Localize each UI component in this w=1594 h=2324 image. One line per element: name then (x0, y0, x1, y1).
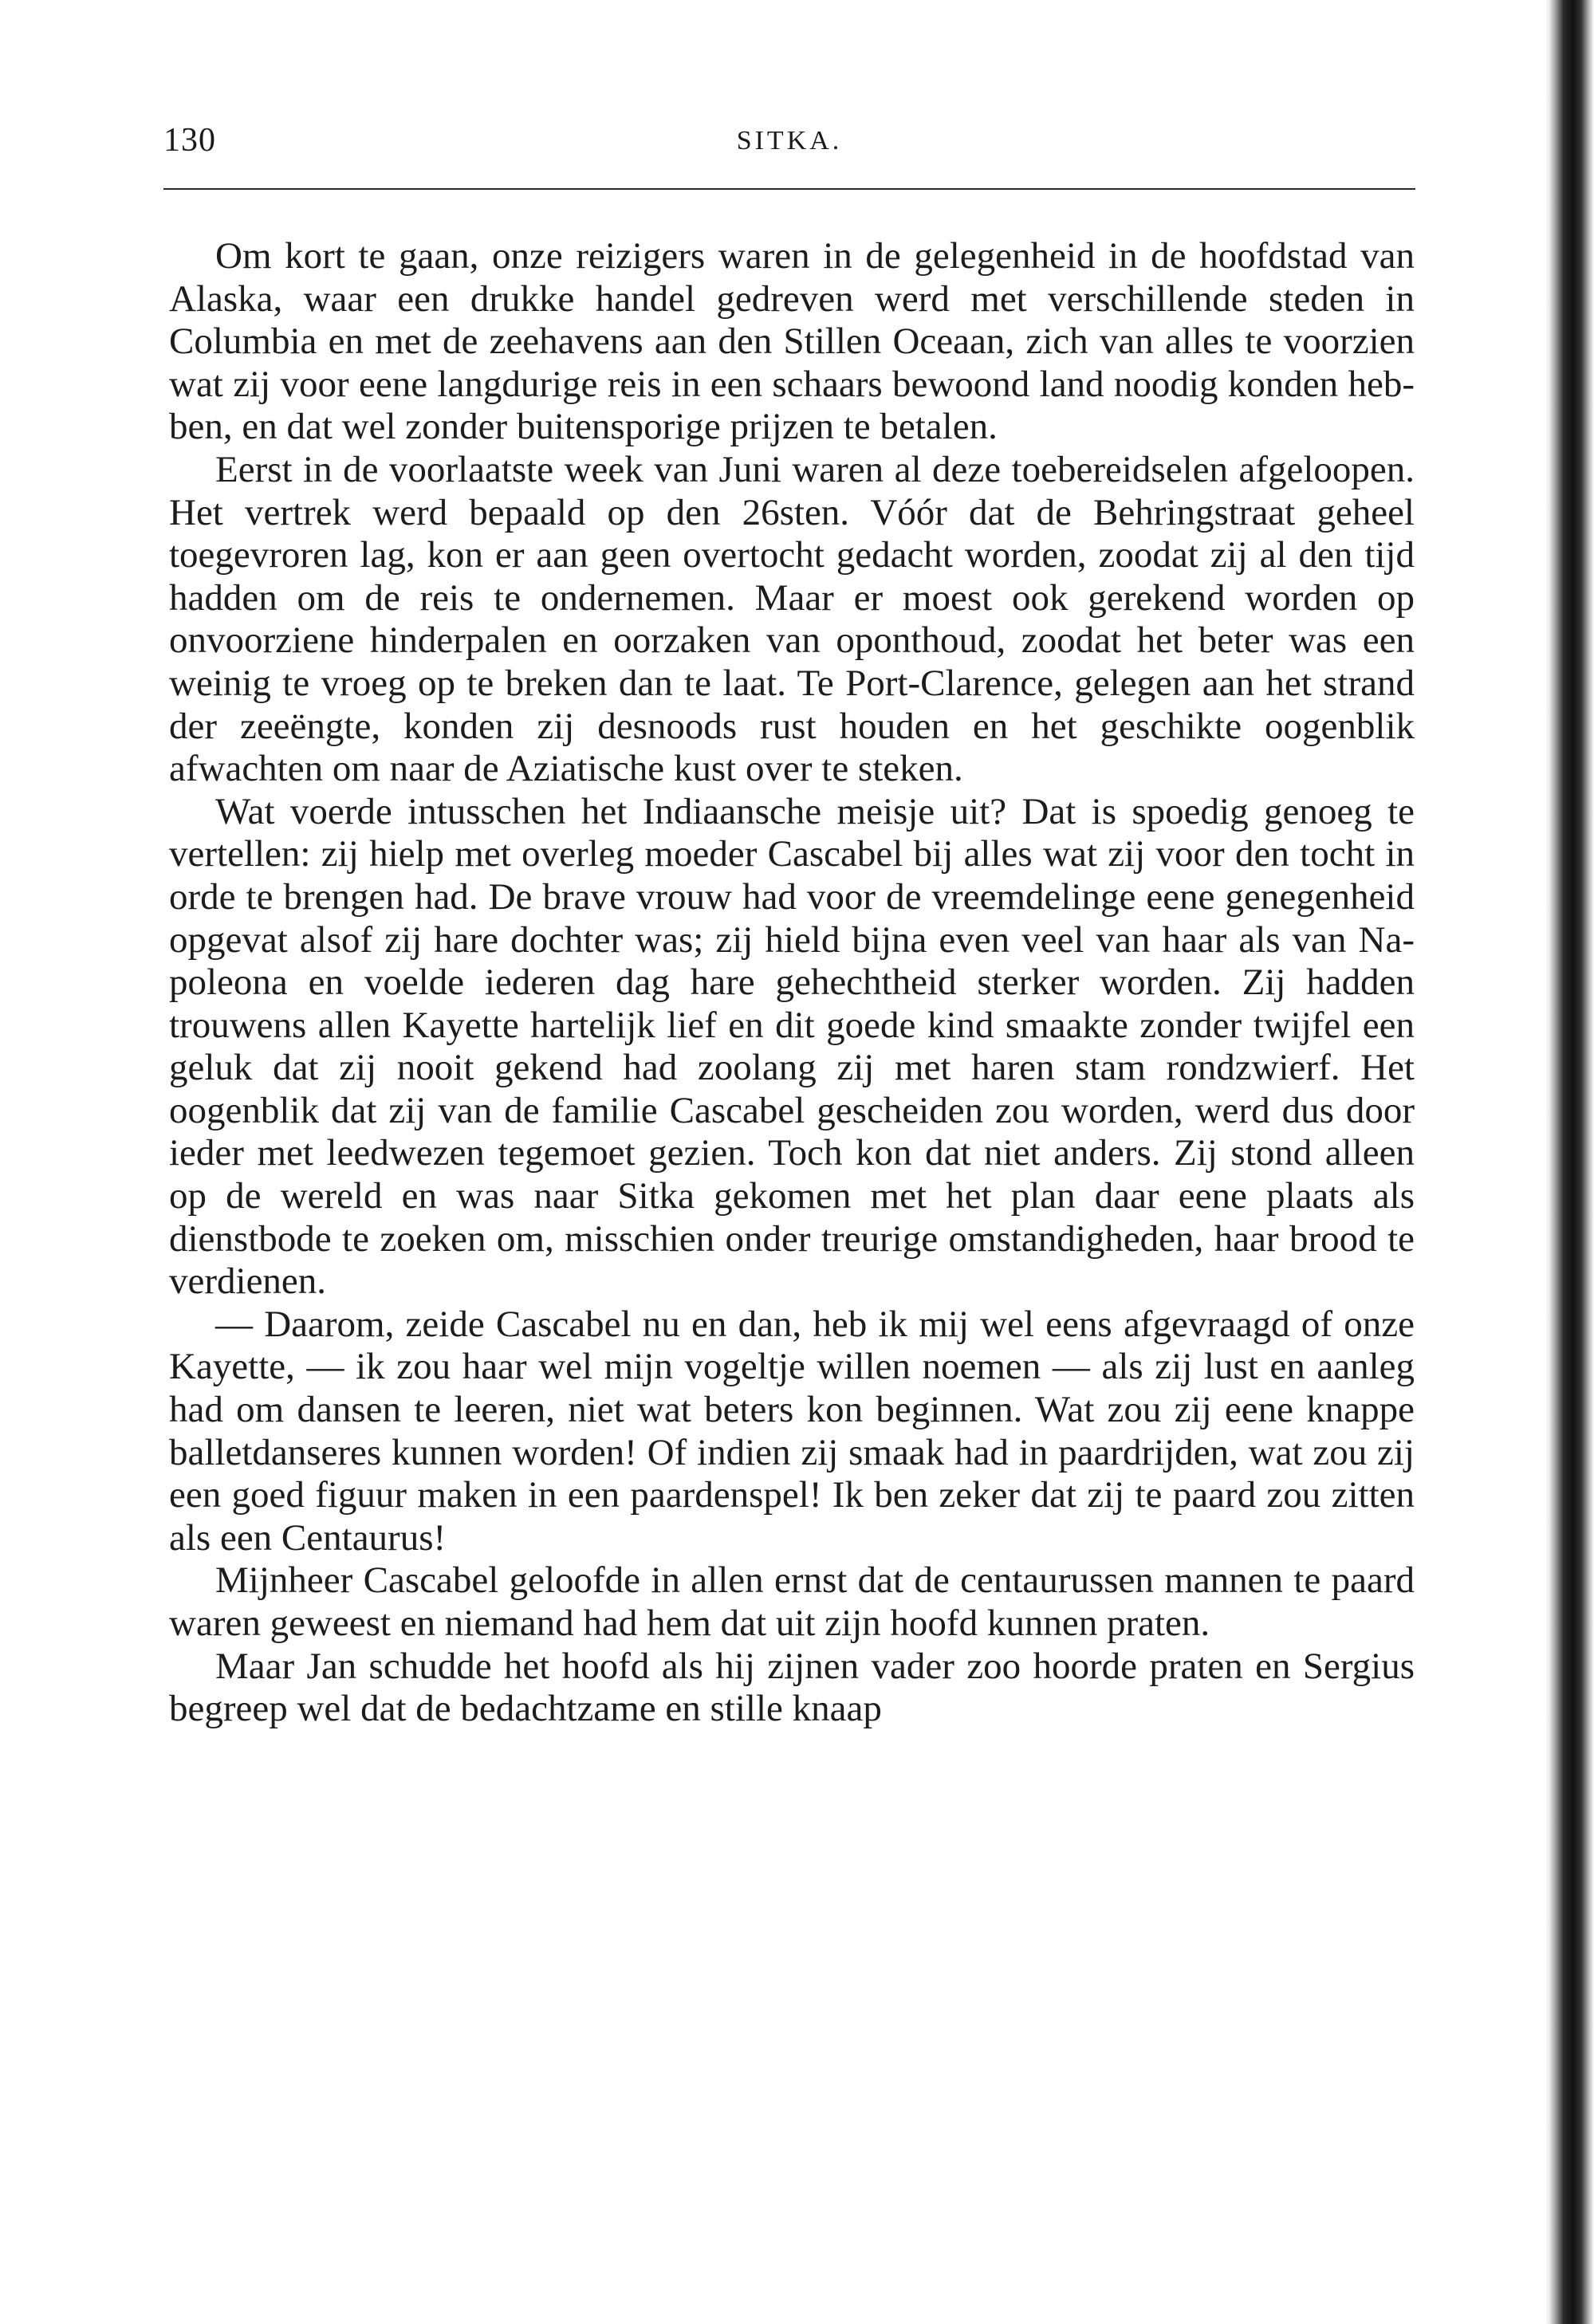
header-rule (163, 188, 1415, 190)
page-number: 130 (163, 122, 216, 159)
paragraph: Eerst in de voorlaatste week van Juni waren al deze toebereidselen afgeloopen. Het vertrek werd bepaald op den 26sten. Vóór dat de Behringstraat geheel toegevroren lag, kon er aan geen overtocht gedacht worden, zoodat zij al den tijd hadden om de reis te ondernemen. Maar er moest ook gerekend worden op onvoorziene hinderpalen en oorzaken van oponthoud, zoodat het beter was een weinig te vroeg op te breken dan te laat. Te Port-Clarence, gelegen aan het strand der zeeëngte, konden zij desnoods rust houden en het geschikte oogenblik afwachten om naar de Aziatische kust over te steken. (169, 448, 1415, 790)
body-text (169, 235, 1415, 1731)
paragraph: Wat voerde intusschen het Indiaansche meisje uit? Dat is spoedig genoeg te vertellen: zij hielp met overleg moeder Cascabel bij alles wat zij voor den tocht in orde te brengen had. De brave vrouw had voor de vreemdelinge eene genegenheid opgevat alsof zij hare dochter was; zij hield bijna even veel van haar als van Napoleona en voelde iederen dag hare gehechtheid sterker worden. Zij hadden trouwens allen Kayette hartelijk lief en dit goede kind smaakte zonder twijfel een geluk dat zij nooit gekend had zoolang zij met haren stam rondzwierf. Het oogenblik dat zij van de familie Cascabel gescheiden zou worden, werd dus door ieder met leedwezen tegemoet gezien. Toch kon dat niet anders. Zij stond alleen op de wereld en was naar Sitka gekomen met het plan daar eene plaats als dienstbode te zoeken om, misschien onder treurige omstandigheden, haar brood te verdienen. (169, 790, 1415, 1303)
running-head (163, 121, 1415, 169)
paragraph: — Daarom, zeide Cascabel nu en dan, heb ik mij wel eens afgevraagd of onze Kayette, — ik zou haar wel mijn vogeltje willen noemen — als zij lust en aanleg had om dansen te leeren, niet wat beters kon beginnen. Wat zou zij eene knappe balletdanseres kunnen worden! Of indien zij smaak had in paardrijden, wat zou zij een goed figuur maken in een paardenspel! Ik ben zeker dat zij te paard zou zitten als een Centaurus! (169, 1303, 1415, 1559)
paragraph: Mijnheer Cascabel geloofde in allen ernst dat de centaurussen mannen te paard waren geweest en niemand had hem dat uit zijn hoofd kunnen praten. (169, 1559, 1415, 1644)
paragraph: Maar Jan schudde het hoofd als hij zijnen vader zoo hoorde praten en Sergius begreep wel dat de bedachtzame en stille knaap (169, 1645, 1415, 1730)
binding-edge (1545, 0, 1594, 2324)
paragraph: Om kort te gaan, onze reizigers waren in de gelegenheid in de hoofdstad van Alaska, waar een drukke handel gedreven werd met verschillende steden in Columbia en met de zeehavens aan den Stillen Oceaan, zich van alles te voorzien wat zij voor eene langdurige reis in een schaars bewoond land noodig konden hebben, en dat wel zonder buitensporige prijzen te betalen. (169, 235, 1415, 448)
running-title: SITKA. (736, 126, 843, 155)
